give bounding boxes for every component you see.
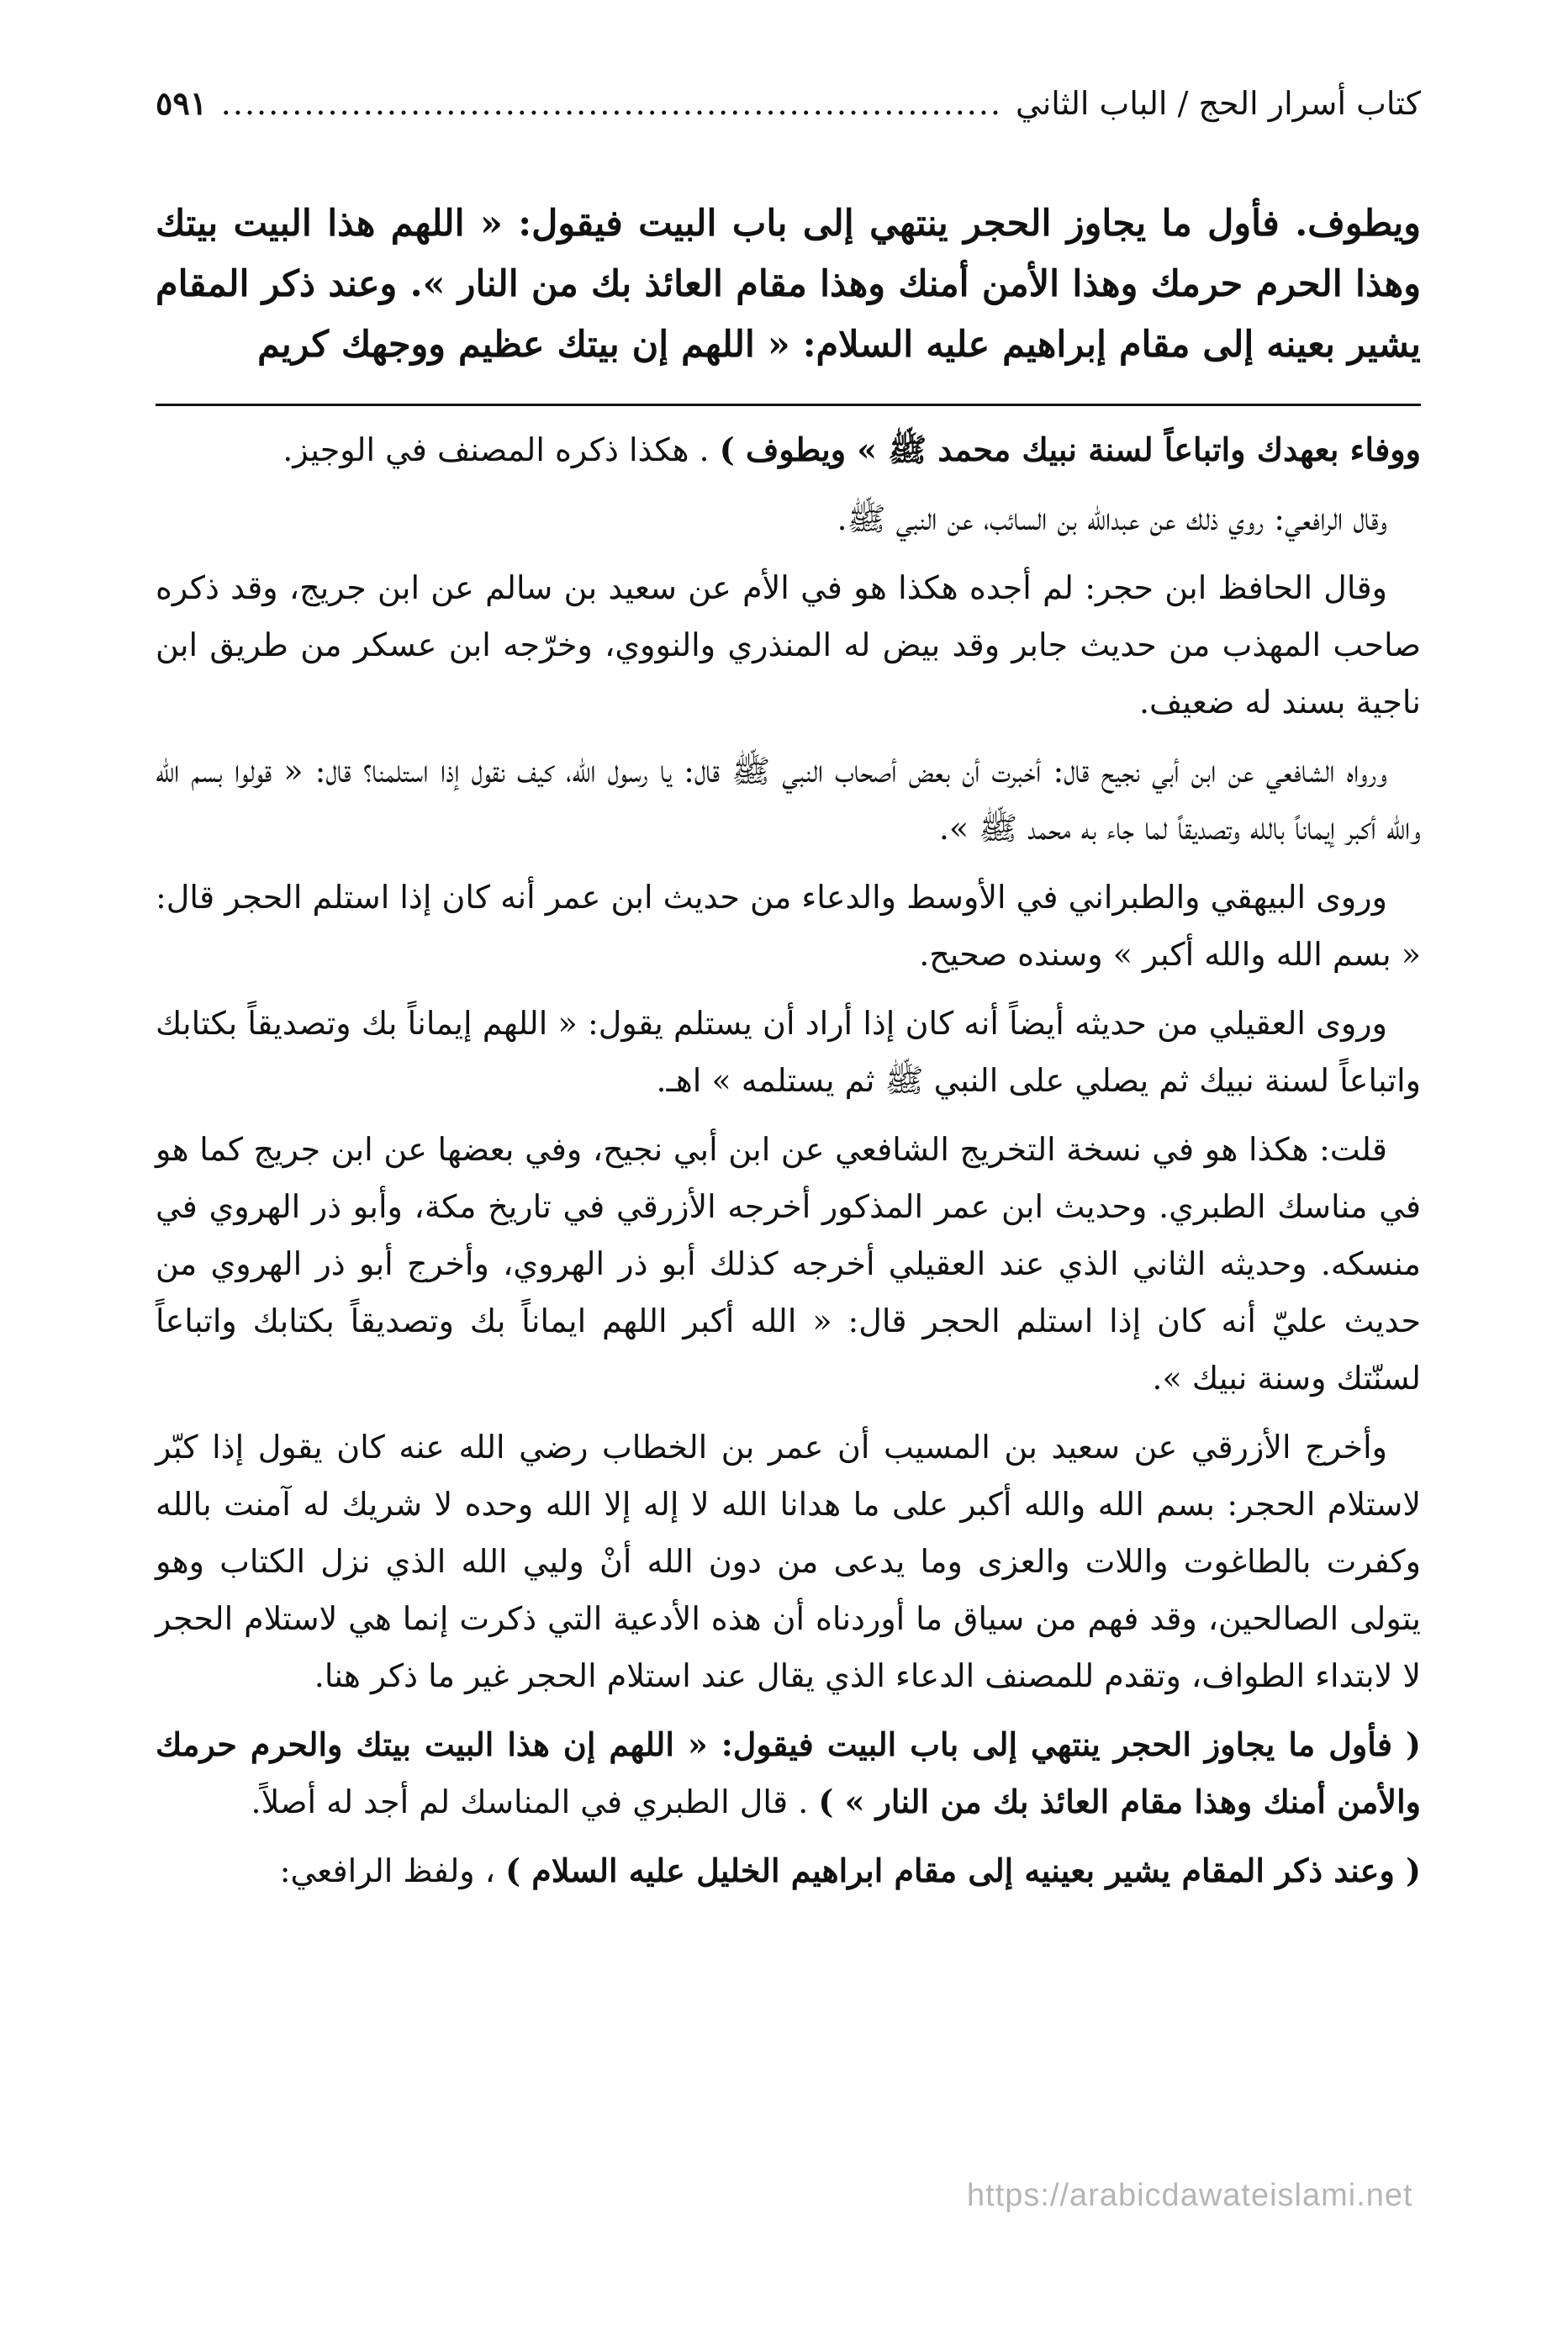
page-header	[156, 84, 1421, 135]
commentary-text: وروى البيهقي والطبراني في الأوسط والدعاء من حديث ابن عمر أنه كان إذا استلم الحجر قال: « بسم الله والله أكبر » وسنده صحيح.	[156, 879, 1421, 973]
main-text: ويطوف. فأول ما يجاوز الحجر ينتهي إلى باب البيت فيقول: « اللهم هذا البيت بيتك وهذا الحرم حرمك وهذا الأمن أمنك وهذا مقام العائذ بك من النار ». وعند ذكر المقام يشير بعينه إلى مقام إبراهيم عليه السلام: « اللهم إن بيتك عظيم ووجهك كريم	[156, 203, 1421, 366]
commentary-text: ، ولفظ الرافعي:	[279, 1852, 495, 1889]
commentary-paragraph	[156, 490, 1421, 547]
commentary-text: وأخرج الأزرقي عن سعيد بن المسيب أن عمر بن الخطاب رضي الله عنه كان يقول إذا كبّر لاستلام الحجر: بسم الله والله أكبر على ما هدانا الله لا إله إلا الله وحده لا شريك له آمنت بالله وكفرت بالطاغوت واللات والعزى وما يدعى من دون الله أنْ وليي الله الذي نزل الكتاب وهو يتولى الصالحين، وقد فهم من سياق ما أوردناه أن هذه الأدعية التي ذكرت إنما هي لاستلام الحجر لا لابتداء الطواف، وتقدم للمصنف الدعاء الذي يقال عند استلام الحجر غير ما ذكر هنا.	[156, 1429, 1421, 1694]
quoted-matn: ( فأول ما يجاوز الحجر ينتهي إلى باب البيت فيقول: « اللهم إن هذا البيت بيتك والحرم حرمك والأمن أمنك وهذا مقام العائذ بك من النار » )	[156, 1725, 1421, 1820]
quoted-matn: ووفاء بعهدك واتباعاً لسنة نبيك محمد ﷺ » ويطوف )	[719, 431, 1421, 468]
commentary	[156, 421, 1421, 1899]
separator-line	[156, 404, 1421, 406]
commentary-text: وقال الرافعي: روي ذلك عن عبدالله بن السائب، عن النبي ﷺ.	[837, 500, 1387, 537]
commentary-paragraph	[156, 1842, 1421, 1899]
commentary-paragraph	[156, 421, 1421, 478]
leader-dots	[220, 85, 1002, 122]
page-number: ٥٩١	[156, 84, 208, 122]
quoted-matn: ( وعند ذكر المقام يشير بعينيه إلى مقام ابراهيم الخليل عليه السلام )	[505, 1852, 1421, 1889]
commentary-paragraph	[156, 559, 1421, 731]
commentary-text: وروى العقيلي من حديثه أيضاً أنه كان إذا أراد أن يستلم يقول: « اللهم إيماناً بك وتصديقاً بكتابك واتباعاً لسنة نبيك ثم يصلي على النبي ﷺ ثم يستلمه » اهـ.	[156, 1005, 1421, 1099]
commentary-text: وقال الحافظ ابن حجر: لم أجده هكذا هو في الأم عن سعيد بن سالم عن ابن جريج، وقد ذكره صاحب المهذب من حديث جابر وقد بيض له المنذري والنووي، وخرّجه ابن عسكر من طريق ابن ناجية بسند له ضعيف.	[156, 569, 1421, 721]
watermark-url: https://arabicdawateislami.net	[967, 2178, 1413, 2213]
commentary-paragraph	[156, 1418, 1421, 1704]
commentary-paragraph	[156, 1716, 1421, 1830]
commentary-text: . قال الطبري في المناسك لم أجد له أصلاً.	[251, 1783, 809, 1820]
commentary-paragraph	[156, 995, 1421, 1109]
commentary-paragraph	[156, 869, 1421, 983]
commentary-text: قلت: هكذا هو في نسخة التخريج الشافعي عن ابن أبي نجيح، وفي بعضها عن ابن جريج كما هو في مناسك الطبري. وحديث ابن عمر المذكور أخرجه الأزرقي في تاريخ مكة، وأبو ذر الهروي في منسكه. وحديثه الثاني الذي عند العقيلي أخرجه كذلك أبو ذر الهروي، وأخرج أبو ذر الهروي من حديث عليّ أنه كان إذا استلم الحجر قال: « الله أكبر اللهم ايماناً بك وتصديقاً بكتابك واتباعاً لسنّتك وسنة نبيك ».	[156, 1131, 1421, 1397]
running-title: كتاب أسرار الحج / الباب الثاني	[1016, 85, 1421, 122]
commentary-text: . هكذا ذكره المصنف في الوجيز.	[282, 431, 710, 468]
commentary-paragraph	[156, 742, 1421, 857]
commentary-paragraph	[156, 1121, 1421, 1407]
commentary-text: ورواه الشافعي عن ابن أبي نجيح قال: أخبرت أن بعض أصحاب النبي ﷺ قال: يا رسول الله، كيف نقول إذا استلمنا؟ قال: « قولوا بسم الله والله أكبر إيماناً بالله وتصديقاً لما جاء به محمد ﷺ ».	[156, 753, 1421, 847]
